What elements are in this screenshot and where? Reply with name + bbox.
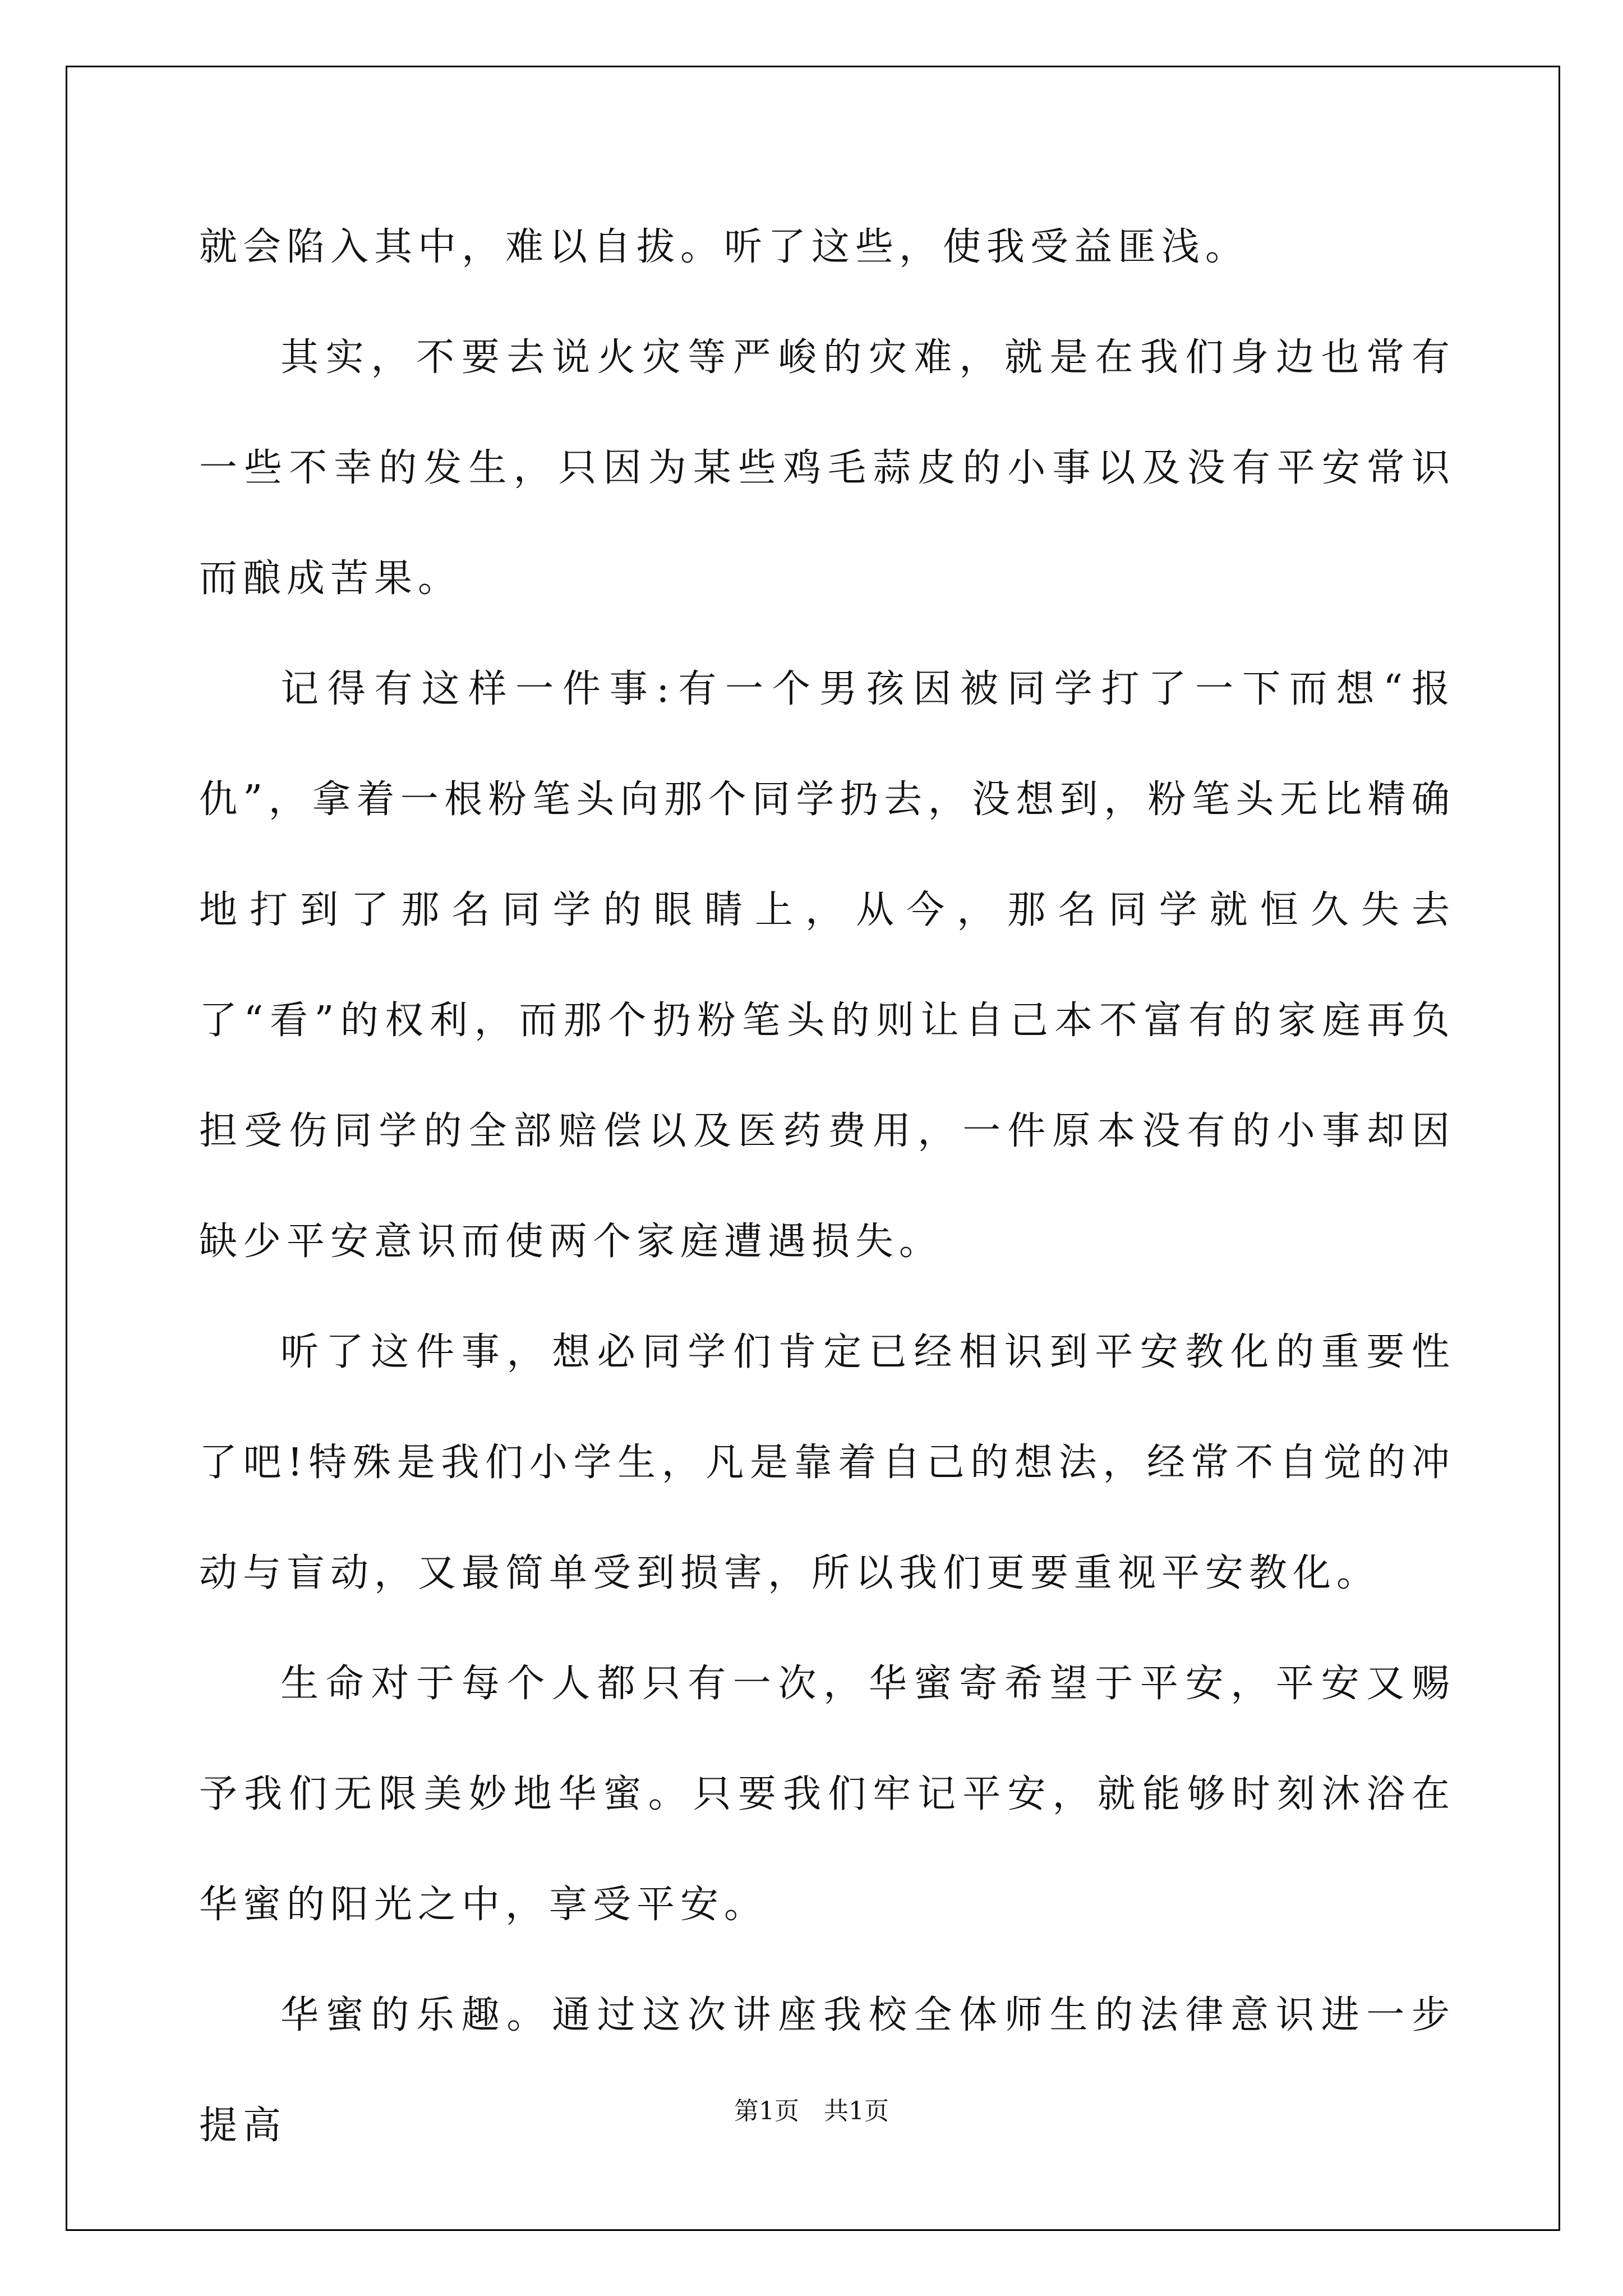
page-footer: 第1页 共1页: [734, 2097, 889, 2125]
paragraph-4: 听了这件事，想必同学们肯定已经相识到平安教化的重要性了吧!特殊是我们小学生，凡是靠着自己的想法，经常不自觉的冲动与盲动，又最简单受到损害，所以我们更要重视平安教化。: [199, 1330, 1455, 1595]
paragraph-2: 其实，不要去说火灾等严峻的灾难，就是在我们身边也常有一些不幸的发生，只因为某些鸡毛蒜皮的小事以及没有平安常识而酿成苦果。: [199, 335, 1455, 601]
paragraph-6: 华蜜的乐趣。通过这次讲座我校全体师生的法律意识进一步提高: [199, 1993, 1455, 2148]
paragraph-5: 生命对于每个人都只有一次，华蜜寄希望于平安，平安又赐予我们无限美妙地华蜜。只要我们牢记平安，就能够时刻沐浴在华蜜的阳光之中，享受平安。: [199, 1662, 1455, 1927]
document-body: [199, 192, 1455, 2181]
paragraph-3: 记得有这样一件事:有一个男孩因被同学打了一下而想“报仇”，拿着一根粉笔头向那个同学扔去，没想到，粉笔头无比精确地打到了那名同学的眼睛上，从今，那名同学就恒久失去了“看”的权利，而那个扔粉笔头的则让自己本不富有的家庭再负担受伤同学的全部赔偿以及医药费用，一件原本没有的小事却因缺少平安意识而使两个家庭遭遇损失。: [199, 667, 1456, 1264]
paragraph-1: 就会陷入其中，难以自拔。听了这些，使我受益匪浅。: [199, 225, 1249, 269]
